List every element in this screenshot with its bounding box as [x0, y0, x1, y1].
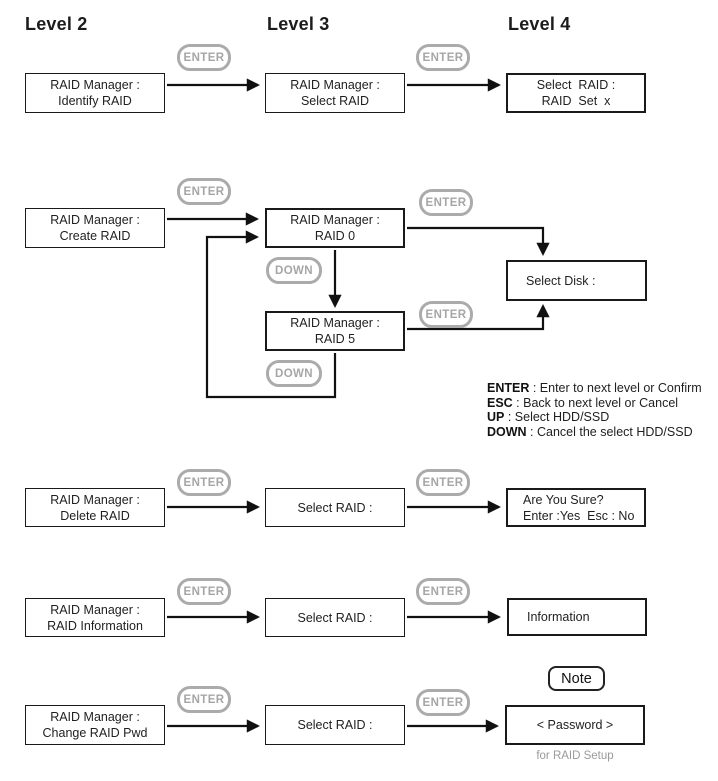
legend-key: ENTER	[487, 381, 530, 395]
legend-desc: : Select HDD/SSD	[504, 410, 610, 425]
enter-key-button: ENTER	[177, 44, 231, 71]
box-line: Are You Sure?	[523, 492, 604, 507]
legend-key: DOWN	[487, 424, 527, 439]
box-line: Select RAID :	[297, 500, 373, 515]
raid0-box	[265, 208, 405, 248]
enter-key-button: ENTER	[419, 301, 473, 328]
box-line: RAID 5	[314, 332, 356, 346]
are-you-sure-box	[506, 488, 646, 527]
create-raid-box	[25, 208, 165, 248]
box-line: RAID Manager :	[290, 213, 380, 227]
box-line: RAID Manager :	[290, 316, 380, 330]
legend-line	[487, 396, 702, 411]
delete-raid-box	[25, 488, 165, 527]
legend-desc: : Back to next level or Cancel	[512, 395, 679, 410]
change-raid-pwd-box	[25, 705, 165, 745]
box-line: Information	[527, 610, 590, 624]
box-line: Create RAID	[59, 229, 131, 243]
box-line: RAID Set x	[541, 94, 611, 108]
enter-key-button: ENTER	[416, 44, 470, 71]
enter-key-button: ENTER	[177, 178, 231, 205]
select-disk-box	[506, 260, 647, 301]
legend-line	[487, 381, 702, 396]
box-line: Change RAID Pwd	[42, 726, 148, 740]
box-line: Enter :Yes Esc : No	[523, 508, 635, 523]
identify-raid-box	[25, 73, 165, 113]
enter-key-button: ENTER	[416, 689, 470, 716]
box-line: RAID Manager :	[50, 710, 140, 724]
legend-line	[487, 410, 702, 425]
box-line: Select RAID :	[297, 610, 373, 625]
level-4-heading: Level 4	[508, 14, 571, 34]
box-line: Identify RAID	[58, 94, 132, 108]
box-line: Select RAID	[300, 94, 370, 108]
box-line: < Password >	[536, 718, 614, 732]
select-raid-box	[265, 598, 405, 637]
note-badge: Note	[548, 666, 605, 691]
legend-line	[487, 425, 702, 440]
box-line: RAID Manager :	[50, 213, 140, 227]
legend-key: ESC	[487, 395, 513, 410]
box-line: Select Disk :	[526, 273, 596, 288]
legend-key: UP	[487, 410, 505, 425]
box-line: RAID 0	[314, 229, 356, 243]
password-footnote: for RAID Setup	[536, 750, 614, 762]
select-raid-box	[265, 488, 405, 527]
box-line: RAID Manager :	[290, 78, 380, 92]
box-line: RAID Manager :	[50, 602, 140, 617]
down-key-button: DOWN	[266, 360, 322, 387]
box-line: Select RAID :	[297, 718, 373, 732]
level-3-heading: Level 3	[267, 14, 330, 34]
legend-desc: : Cancel the select HDD/SSD	[526, 424, 693, 439]
enter-key-button: ENTER	[177, 578, 231, 605]
level-2-heading: Level 2	[25, 14, 88, 34]
key-legend	[487, 381, 702, 439]
box-line: RAID Information	[47, 618, 143, 633]
arrow-raid0-to-selectdisk	[407, 228, 543, 254]
enter-key-button: ENTER	[177, 469, 231, 496]
box-line: RAID Manager :	[50, 78, 140, 92]
enter-key-button: ENTER	[416, 469, 470, 496]
legend-desc: : Enter to next level or Confirm	[529, 381, 702, 395]
raid-information-menu-box	[25, 598, 165, 637]
box-line: Select RAID :	[536, 78, 616, 92]
raid5-box	[265, 311, 405, 351]
enter-key-button: ENTER	[416, 578, 470, 605]
raid-set-box	[506, 73, 646, 113]
information-box	[507, 598, 647, 636]
select-raid-menu-box	[265, 73, 405, 113]
password-box	[505, 705, 645, 745]
enter-key-button: ENTER	[419, 189, 473, 216]
box-line: RAID Manager :	[50, 492, 140, 507]
box-line: Delete RAID	[60, 508, 130, 523]
enter-key-button: ENTER	[177, 686, 231, 713]
select-raid-box	[265, 705, 405, 745]
down-key-button: DOWN	[266, 257, 322, 284]
